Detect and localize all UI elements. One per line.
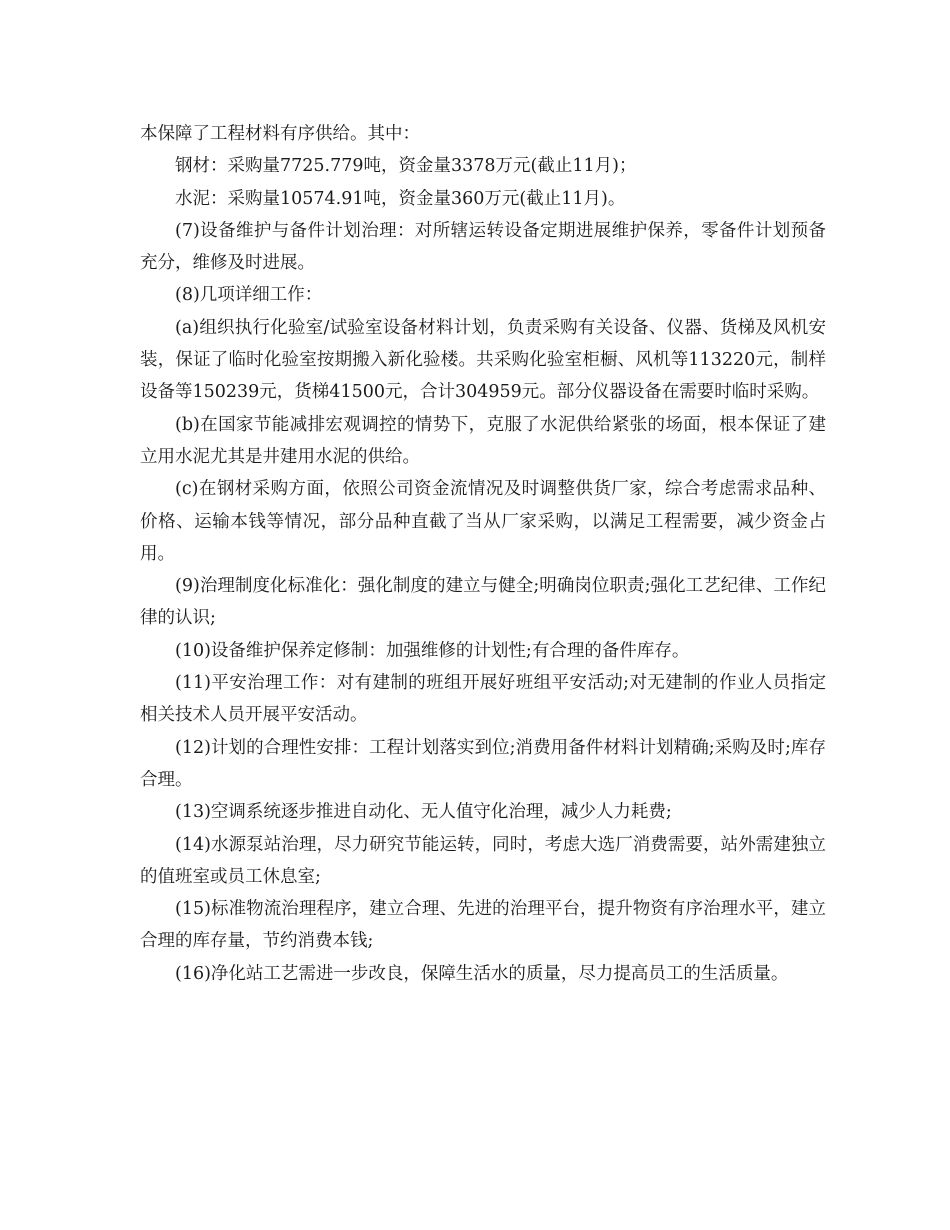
paragraph: (8)几项详细工作： — [175, 285, 323, 306]
paragraph: (a)组织执行化验室/试验室设备材料计划，负责采购有关设备、仪器、货梯及风机安装，保证了临时化验室按期搬入新化验楼。共采购化验室柜橱、风机等113220元，制样设备等150239元，货梯41500元，合计304959元。部分仪器设备在需要时临时采购。 — [140, 317, 826, 403]
paragraph: (16)净化站工艺需进一步改良，保障生活水的质量，尽力提高员工的生活质量。 — [175, 963, 789, 984]
paragraph: (11)平安治理工作：对有建制的班组开展好班组平安活动;对无建制的作业人员指定相关技术人员开展平安活动。 — [140, 673, 826, 726]
paragraph: 水泥：采购量10574.91吨，资金量360万元(截止11月)。 — [175, 188, 626, 209]
paragraph: (12)计划的合理性安排：工程计划落实到位;消费用备件材料计划精确;采购及时;库存合理。 — [140, 737, 826, 790]
document-body — [140, 118, 826, 990]
paragraph: 钢材：采购量7725.779吨，资金量3378万元(截止11月)； — [175, 156, 637, 177]
paragraph: (9)治理制度化标准化：强化制度的建立与健全;明确岗位职责;强化工艺纪律、工作纪律的认识; — [140, 576, 826, 629]
paragraph: (15)标准物流治理程序，建立合理、先进的治理平台，提升物资有序治理水平，建立合理的库存量，节约消费本钱; — [140, 899, 826, 952]
paragraph: (13)空调系统逐步推进自动化、无人值守化治理，减少人力耗费; — [175, 802, 672, 823]
paragraph: (14)水源泵站治理，尽力研究节能运转，同时，考虑大选厂消费需要，站外需建独立的值班室或员工休息室; — [140, 834, 826, 887]
paragraph: (10)设备维护保养定修制：加强维修的计划性;有合理的备件库存。 — [175, 640, 690, 661]
paragraph: 本保障了工程材料有序供给。其中： — [140, 124, 420, 144]
paragraph: (c)在钢材采购方面，依照公司资金流情况及时调整供货厂家，综合考虑需求品种、价格、运输本钱等情况，部分品种直截了当从厂家采购，以满足工程需要，减少资金占用。 — [140, 479, 826, 564]
paragraph: (b)在国家节能减排宏观调控的情势下，克服了水泥供给紧张的场面，根本保证了建立用水泥尤其是井建用水泥的供给。 — [140, 414, 826, 467]
paragraph: (7)设备维护与备件计划治理：对所辖运转设备定期进展维护保养，零备件计划预备充分，维修及时进展。 — [140, 220, 826, 274]
